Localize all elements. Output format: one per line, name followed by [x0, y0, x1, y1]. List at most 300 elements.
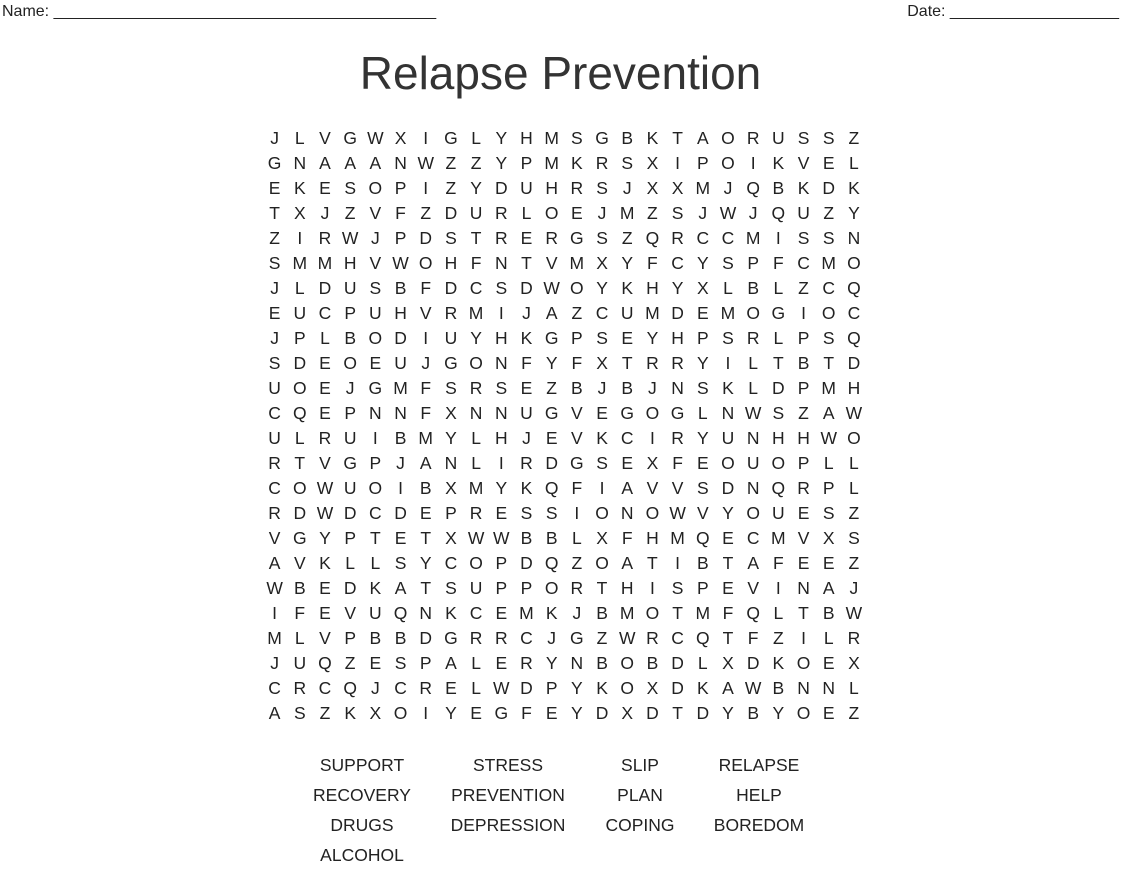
grid-row	[262, 276, 867, 301]
grid-letter: E	[822, 703, 835, 723]
grid-letter: C	[595, 303, 609, 323]
word-list-item: DEPRESSION	[450, 815, 566, 835]
grid-letter: K	[571, 153, 583, 173]
grid-letter: I	[675, 553, 681, 573]
grid-letter: D	[444, 203, 458, 223]
grid-letter: R	[671, 353, 684, 373]
grid-letter: U	[343, 478, 357, 498]
word-list-item: COPING	[605, 815, 675, 835]
grid-letter: M	[695, 178, 711, 198]
grid-letter: W	[467, 528, 485, 548]
grid-letter: C	[520, 628, 533, 648]
grid-letter: Z	[445, 178, 457, 198]
grid-letter: S	[344, 178, 356, 198]
grid-letter: E	[621, 453, 634, 473]
grid-letter: E	[445, 678, 457, 698]
grid-letter: Q	[847, 278, 861, 298]
grid-letter: C	[746, 528, 760, 548]
grid-letter: J	[622, 178, 632, 198]
grid-letter: N	[746, 428, 760, 448]
grid-letter: H	[772, 428, 785, 448]
grid-letter: T	[621, 353, 633, 373]
grid-letter: C	[469, 603, 483, 623]
grid-letter: U	[343, 428, 357, 448]
grid-letter: K	[596, 678, 608, 698]
grid-letter: Q	[847, 328, 861, 348]
grid-letter: R	[444, 303, 458, 323]
word-list-item: RECOVERY	[313, 785, 411, 805]
grid-letter: R	[494, 228, 508, 248]
grid-letter: M	[821, 378, 836, 398]
grid-letter: V	[797, 153, 810, 173]
grid-letter: S	[596, 228, 608, 248]
grid-letter: K	[344, 703, 356, 723]
grid-letter: E	[319, 603, 331, 623]
grid-letter: D	[847, 353, 861, 373]
grid-letter: W	[316, 503, 334, 523]
grid-letter: S	[696, 378, 709, 398]
grid-letter: O	[343, 353, 357, 373]
grid-letter: J	[270, 278, 279, 298]
grid-letter: T	[269, 203, 280, 223]
grid-letter: I	[649, 578, 655, 598]
grid-letter: G	[570, 228, 584, 248]
grid-letter: W	[669, 503, 686, 523]
grid-letter: F	[647, 253, 658, 273]
grid-letter: E	[369, 353, 382, 373]
grid-row	[262, 351, 867, 376]
grid-letter: F	[521, 353, 532, 373]
grid-letter: G	[444, 128, 458, 148]
grid-letter: M	[720, 303, 736, 323]
grid-letter: J	[421, 353, 431, 373]
grid-letter: Q	[645, 228, 660, 248]
grid-letter: N	[419, 603, 433, 623]
grid-letter: E	[520, 228, 533, 248]
grid-row	[262, 401, 867, 426]
grid-letter: W	[845, 403, 863, 423]
grid-letter: Y	[722, 703, 734, 723]
grid-letter: J	[270, 328, 279, 348]
grid-letter: U	[293, 653, 307, 673]
grid-letter: Y	[696, 253, 709, 273]
grid-letter: S	[822, 228, 835, 248]
grid-letter: L	[471, 653, 481, 673]
grid-letter: Y	[646, 328, 659, 348]
grid-letter: U	[369, 603, 382, 623]
grid-letter: D	[520, 278, 533, 298]
grid-letter: V	[369, 203, 382, 223]
grid-letter: R	[545, 228, 558, 248]
grid-letter: M	[468, 478, 484, 498]
grid-letter: M	[393, 378, 408, 398]
grid-letter: R	[570, 178, 584, 198]
grid-letter: E	[722, 578, 734, 598]
grid-letter: M	[821, 253, 836, 273]
grid-letter: W	[744, 678, 762, 698]
grid-letter: O	[796, 703, 811, 723]
grid-letter: D	[595, 703, 609, 723]
grid-letter: O	[570, 278, 584, 298]
grid-letter: L	[294, 128, 305, 148]
grid-letter: W	[367, 128, 384, 148]
grid-letter: P	[545, 678, 558, 698]
grid-letter: T	[420, 578, 432, 598]
grid-letter: V	[696, 503, 709, 523]
grid-letter: D	[520, 553, 533, 573]
grid-letter: I	[398, 478, 403, 498]
date-field[interactable]: Date: ___________________	[907, 3, 1119, 20]
grid-letter: R	[469, 503, 483, 523]
grid-letter: V	[646, 478, 659, 498]
grid-letter: L	[849, 478, 859, 498]
grid-letter: T	[823, 353, 835, 373]
grid-letter: P	[394, 178, 407, 198]
grid-letter: J	[597, 203, 607, 223]
grid-letter: S	[596, 453, 608, 473]
grid-letter: Y	[772, 703, 785, 723]
grid-letter: L	[748, 353, 759, 373]
grid-letter: T	[647, 553, 658, 573]
grid-letter: I	[801, 303, 806, 323]
grid-letter: X	[445, 403, 457, 423]
grid-letter: L	[345, 553, 356, 573]
grid-letter: P	[344, 528, 356, 548]
grid-letter: J	[270, 653, 279, 673]
grid-letter: I	[423, 328, 429, 348]
grid-letter: O	[595, 503, 609, 523]
word-list-item: RELAPSE	[718, 755, 800, 775]
grid-letter: R	[847, 628, 861, 648]
grid-letter: J	[270, 128, 279, 148]
word-search-grid	[262, 126, 867, 726]
grid-letter: H	[847, 378, 861, 398]
grid-letter: Z	[848, 553, 860, 573]
grid-letter: U	[746, 453, 760, 473]
grid-letter: T	[420, 528, 432, 548]
grid-letter: V	[293, 553, 306, 573]
grid-letter: Y	[722, 503, 734, 523]
grid-letter: D	[444, 278, 458, 298]
grid-letter: F	[470, 253, 482, 273]
grid-letter: V	[571, 403, 583, 423]
grid-letter: S	[671, 578, 684, 598]
grid-letter: U	[343, 278, 357, 298]
grid-letter: J	[698, 203, 708, 223]
grid-letter: R	[570, 578, 584, 598]
grid-letter: A	[822, 578, 835, 598]
grid-letter: W	[392, 253, 409, 273]
word-list-item: ALCOHOL	[320, 845, 404, 865]
grid-letter: P	[696, 153, 709, 173]
grid-letter: O	[847, 253, 861, 273]
grid-letter: C	[620, 428, 634, 448]
grid-letter: B	[545, 528, 558, 548]
grid-letter: P	[696, 328, 709, 348]
grid-letter: K	[621, 278, 634, 298]
grid-letter: T	[294, 453, 306, 473]
grid-letter: L	[697, 653, 708, 673]
grid-letter: O	[721, 128, 735, 148]
grid-letter: L	[320, 328, 330, 348]
grid-letter: H	[444, 253, 458, 273]
grid-letter: B	[772, 678, 785, 698]
grid-letter: R	[671, 428, 684, 448]
grid-letter: E	[696, 453, 709, 473]
grid-letter: E	[495, 653, 508, 673]
grid-letter: S	[571, 128, 583, 148]
grid-letter: Y	[596, 278, 608, 298]
grid-letter: G	[292, 528, 307, 548]
grid-letter: J	[370, 228, 380, 248]
grid-letter: S	[822, 328, 835, 348]
grid-letter: I	[775, 228, 781, 248]
grid-letter: N	[444, 453, 458, 473]
grid-letter: H	[343, 253, 357, 273]
grid-letter: P	[369, 453, 382, 473]
grid-letter: C	[721, 228, 735, 248]
grid-letter: C	[847, 303, 861, 323]
grid-letter: J	[597, 378, 607, 398]
grid-letter: D	[343, 503, 357, 523]
grid-letter: Z	[848, 503, 860, 523]
grid-letter: G	[267, 153, 282, 173]
grid-letter: T	[722, 628, 734, 648]
grid-letter: J	[572, 603, 582, 623]
grid-letter: Y	[319, 528, 331, 548]
grid-letter: F	[571, 478, 583, 498]
grid-letter: P	[520, 578, 533, 598]
grid-letter: S	[394, 553, 407, 573]
grid-letter: K	[369, 578, 382, 598]
grid-letter: Q	[544, 553, 559, 573]
grid-letter: A	[545, 303, 558, 323]
grid-letter: N	[620, 503, 634, 523]
grid-letter: B	[696, 553, 709, 573]
grid-letter: N	[797, 578, 810, 598]
grid-letter: Z	[546, 378, 557, 398]
grid-letter: Y	[621, 253, 634, 273]
grid-letter: Z	[798, 403, 809, 423]
grid-letter: W	[618, 628, 636, 648]
grid-letter: L	[849, 153, 859, 173]
grid-row	[262, 326, 867, 351]
grid-letter: B	[621, 128, 634, 148]
grid-letter: H	[646, 528, 659, 548]
grid-letter: D	[671, 303, 684, 323]
grid-letter: H	[494, 428, 508, 448]
grid-letter: R	[318, 428, 332, 448]
grid-letter: G	[544, 403, 559, 423]
grid-letter: P	[419, 653, 432, 673]
grid-letter: E	[369, 653, 382, 673]
grid-letter: T	[798, 603, 809, 623]
grid-letter: Z	[772, 628, 784, 648]
grid-letter: T	[470, 228, 482, 248]
grid-letter: V	[671, 478, 684, 498]
grid-letter: B	[797, 353, 810, 373]
grid-letter: I	[725, 353, 731, 373]
grid-row	[262, 551, 867, 576]
grid-letter: S	[394, 653, 407, 673]
grid-letter: H	[494, 328, 508, 348]
grid-letter: U	[772, 503, 785, 523]
grid-letter: I	[272, 603, 278, 623]
grid-letter: L	[571, 528, 582, 548]
grid-row	[262, 626, 867, 651]
grid-letter: J	[370, 678, 380, 698]
grid-letter: M	[519, 603, 534, 623]
grid-letter: J	[522, 428, 531, 448]
grid-letter: D	[419, 628, 433, 648]
grid-letter: A	[696, 128, 709, 148]
grid-letter: B	[772, 178, 785, 198]
grid-letter: W	[845, 603, 863, 623]
grid-letter: I	[801, 628, 806, 648]
grid-letter: H	[797, 428, 810, 448]
grid-letter: D	[822, 178, 836, 198]
grid-letter: C	[822, 278, 836, 298]
grid-letter: E	[319, 378, 331, 398]
grid-letter: C	[318, 678, 332, 698]
grid-letter: E	[822, 653, 835, 673]
grid-letter: A	[621, 553, 634, 573]
grid-letter: H	[545, 178, 558, 198]
grid-row	[262, 576, 867, 601]
grid-letter: O	[595, 553, 609, 573]
grid-letter: L	[471, 453, 481, 473]
grid-letter: Q	[771, 203, 786, 223]
grid-letter: D	[293, 353, 307, 373]
grid-letter: M	[670, 528, 685, 548]
grid-letter: U	[444, 328, 458, 348]
grid-letter: D	[721, 478, 735, 498]
grid-letter: E	[545, 703, 558, 723]
grid-row	[262, 251, 867, 276]
grid-letter: Y	[696, 428, 709, 448]
word-list	[290, 750, 850, 870]
grid-letter: R	[520, 453, 533, 473]
grid-letter: F	[420, 278, 432, 298]
grid-letter: O	[847, 428, 861, 448]
grid-letter: U	[469, 578, 483, 598]
grid-letter: Y	[419, 553, 432, 573]
grid-letter: P	[495, 553, 508, 573]
grid-letter: H	[520, 128, 533, 148]
grid-letter: W	[341, 228, 359, 248]
grid-row	[262, 151, 867, 176]
grid-letter: I	[297, 228, 303, 248]
grid-row	[262, 526, 867, 551]
grid-letter: S	[445, 378, 457, 398]
grid-letter: B	[394, 428, 407, 448]
grid-letter: J	[396, 453, 405, 473]
grid-letter: I	[574, 503, 580, 523]
grid-letter: M	[619, 603, 635, 623]
grid-letter: C	[318, 303, 332, 323]
grid-letter: Y	[571, 703, 583, 723]
grid-letter: O	[645, 503, 660, 523]
grid-letter: U	[268, 378, 281, 398]
grid-letter: R	[268, 503, 281, 523]
grid-letter: R	[494, 628, 508, 648]
grid-letter: O	[771, 453, 786, 473]
word-list-item: PREVENTION	[451, 785, 565, 805]
grid-letter: M	[418, 428, 433, 448]
grid-letter: E	[822, 553, 835, 573]
grid-letter: D	[520, 678, 533, 698]
word-list-item: SLIP	[621, 755, 659, 775]
grid-letter: I	[498, 453, 504, 473]
grid-letter: P	[797, 328, 810, 348]
grid-letter: S	[293, 703, 306, 723]
grid-letter: Y	[495, 153, 508, 173]
grid-letter: A	[394, 578, 407, 598]
grid-letter: C	[268, 478, 281, 498]
grid-letter: V	[319, 628, 331, 648]
grid-letter: E	[797, 553, 810, 573]
grid-letter: R	[318, 228, 332, 248]
grid-letter: H	[620, 578, 634, 598]
grid-letter: D	[318, 278, 332, 298]
grid-letter: B	[596, 653, 608, 673]
grid-letter: F	[621, 528, 633, 548]
grid-letter: D	[343, 578, 357, 598]
grid-letter: B	[394, 628, 407, 648]
grid-letter: P	[445, 503, 457, 523]
name-field[interactable]: Name: ___________________________________________	[2, 3, 437, 20]
grid-letter: R	[268, 453, 281, 473]
grid-letter: R	[595, 153, 609, 173]
grid-letter: S	[369, 278, 382, 298]
grid-letter: S	[268, 253, 281, 273]
grid-letter: O	[645, 603, 660, 623]
grid-letter: L	[294, 428, 305, 448]
grid-letter: U	[772, 128, 785, 148]
grid-letter: E	[621, 328, 634, 348]
grid-letter: P	[797, 453, 810, 473]
grid-letter: M	[317, 253, 333, 273]
grid-letter: O	[721, 153, 735, 173]
grid-letter: O	[746, 303, 760, 323]
grid-letter: S	[722, 253, 734, 273]
grid-letter: I	[675, 153, 681, 173]
grid-letter: U	[620, 303, 634, 323]
grid-letter: B	[369, 628, 382, 648]
grid-letter: L	[471, 678, 481, 698]
grid-letter: Q	[746, 178, 760, 198]
grid-letter: O	[368, 478, 383, 498]
grid-letter: U	[469, 203, 483, 223]
grid-letter: W	[820, 428, 837, 448]
grid-letter: Y	[696, 353, 709, 373]
grid-letter: S	[268, 353, 281, 373]
grid-letter: D	[671, 653, 684, 673]
grid-row	[262, 301, 867, 326]
grid-letter: Y	[445, 428, 457, 448]
grid-letter: E	[319, 178, 331, 198]
grid-row	[262, 501, 867, 526]
grid-letter: N	[570, 653, 584, 673]
grid-letter: K	[445, 603, 457, 623]
grid-letter: D	[419, 228, 433, 248]
grid-letter: S	[596, 178, 608, 198]
grid-letter: Q	[544, 478, 559, 498]
grid-letter: L	[748, 378, 759, 398]
grid-letter: V	[344, 603, 356, 623]
grid-letter: P	[495, 578, 508, 598]
grid-letter: M	[544, 153, 559, 173]
